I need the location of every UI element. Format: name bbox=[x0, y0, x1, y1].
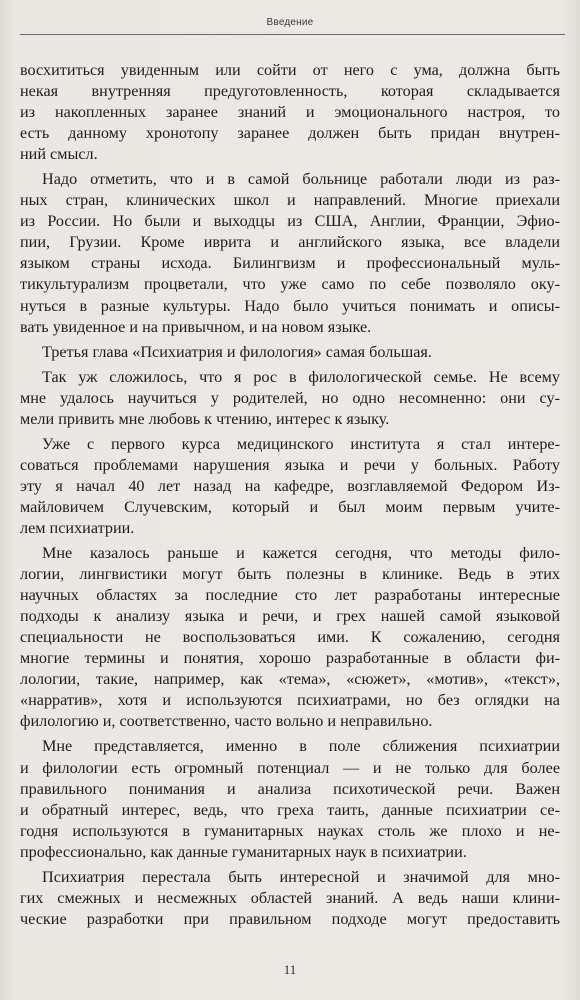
text-line: Надо отметить, что и в самой больнице работали люди из раз- bbox=[42, 170, 560, 189]
paragraph bbox=[20, 867, 560, 930]
text-line: подходы к анализу языка и речи, и грех нашей самой языковой bbox=[20, 607, 560, 626]
text-line: логии, лингвистики могут быть полезны в клинике. Ведь в этих bbox=[20, 565, 560, 584]
text-line: пии, Грузии. Кроме иврита и английского языка, все владели bbox=[20, 233, 560, 252]
text-line: из накопленных заранее знаний и эмоционального настроя, то bbox=[20, 103, 560, 122]
text-line: Мне казалось раньше и кажется сегодня, что методы фило- bbox=[42, 544, 560, 563]
paragraph bbox=[20, 434, 560, 539]
text-line: годня используются в гуманитарных науках столь же плохо и не- bbox=[20, 821, 560, 840]
body-text bbox=[20, 60, 560, 930]
text-line: тикультурализм процветали, что уже само по себе позволяло оку- bbox=[20, 275, 560, 294]
text-line: ческие разработки при правильном подходе могут предоставить bbox=[20, 909, 560, 928]
text-line: научных областях за последние сто лет разработаны интересные bbox=[20, 586, 560, 605]
text-line: специальности не воспользоваться ими. К сожалению, сегодня bbox=[20, 628, 560, 647]
text-line: гих смежных и несмежных областей знаний. А ведь наши клини- bbox=[20, 888, 560, 907]
text-line: лем психиатрии. bbox=[20, 518, 135, 537]
text-line: нуться в разные культуры. Надо было учиться понимать и описы- bbox=[20, 296, 560, 315]
text-line: многие термины и понятия, хорошо разработанные в области фи- bbox=[20, 649, 560, 668]
paragraph bbox=[20, 169, 560, 337]
paragraph bbox=[20, 60, 560, 165]
text-line: лологии, такие, например, как «тема», «сюжет», «мотив», «текст», bbox=[20, 670, 560, 689]
text-line: восхититься увиденным или сойти от него с ума, должна быть bbox=[20, 61, 560, 79]
text-line: эту я начал 40 лет назад на кафедре, возглавляемой Федором Из- bbox=[20, 476, 560, 495]
header-rule bbox=[20, 34, 565, 35]
text-line: ний смысл. bbox=[20, 145, 98, 164]
text-line: Третья глава «Психиатрия и филология» самая большая. bbox=[42, 342, 432, 361]
text-line: языком страны исхода. Билингвизм и профессиональный муль- bbox=[20, 254, 560, 273]
text-line: Мне представляется, именно в поле сближения психиатрии bbox=[42, 737, 560, 756]
paragraph bbox=[20, 367, 560, 430]
paragraph bbox=[20, 342, 560, 363]
text-line: мели привить мне любовь к чтению, интерес к языку. bbox=[20, 409, 390, 428]
text-line: профессионально, как данные гуманитарных наук в психиатрии. bbox=[20, 842, 467, 861]
text-line: майловичем Случевским, который и был моим первым учите- bbox=[20, 497, 560, 516]
text-line: правильного понимания и анализа психотической речи. Важен bbox=[20, 779, 560, 798]
running-header: Введение bbox=[266, 17, 314, 28]
text-line: вать увиденное и на привычном, и на новом языке. bbox=[20, 317, 372, 336]
text-line: и обратный интерес, ведь, что греха таить, данные психиатрии се- bbox=[20, 800, 560, 819]
paragraph bbox=[20, 736, 560, 862]
text-line: Психиатрия перестала быть интересной и значимой для мно- bbox=[42, 867, 560, 886]
text-line: Уже с первого курса медицинского института я стал интере- bbox=[42, 434, 560, 453]
paragraph bbox=[20, 543, 560, 732]
text-line: «нарратив», хотя и используются психиатрами, но без оглядки на bbox=[20, 691, 560, 710]
text-line: мне удалось научиться у родителей, но одно несомненно: они су- bbox=[20, 388, 560, 407]
text-line: Так уж сложилось, что я рос в филологической семье. Не всему bbox=[42, 367, 560, 386]
text-line: соваться проблемами нарушения языка и речи у больных. Работу bbox=[20, 455, 560, 474]
text-line: некая внутренняя предуготовленность, которая складывается bbox=[20, 82, 560, 101]
page-number: 11 bbox=[283, 962, 297, 977]
text-line: и филологии есть огромный потенциал — и не только для более bbox=[20, 758, 560, 777]
text-line: ных стран, клинических школ и направлений. Многие приехали bbox=[20, 191, 560, 210]
text-line: филологию и, соответственно, часто вольно и неправильно. bbox=[20, 712, 433, 731]
text-line: есть данному хронотопу заранее должен быть придан внутрен- bbox=[20, 124, 560, 143]
text-line: из России. Но были и выходцы из США, Англии, Франции, Эфио- bbox=[20, 212, 560, 231]
